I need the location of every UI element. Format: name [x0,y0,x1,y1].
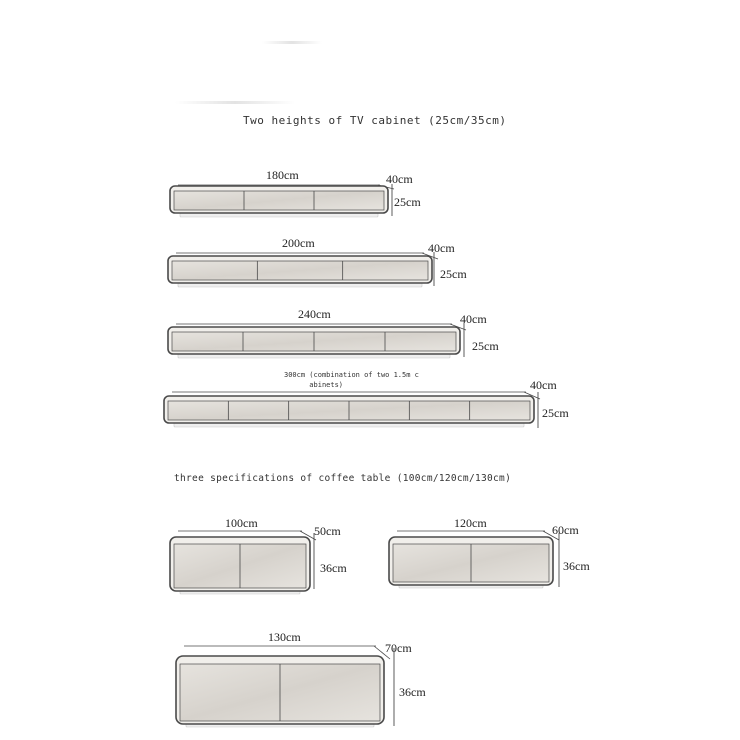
ct3-depth-label: 70cm [385,641,412,655]
ct2-length-label: 120cm [454,516,487,530]
tv4-length-value: 300cm [284,371,306,379]
tv2-height-label: 25cm [440,267,467,281]
coffee-table-100 [168,527,320,595]
ct1-depth-label: 50cm [314,524,341,538]
tv-cabinet-title: Two heights of TV cabinet (25cm/35cm) [243,114,507,127]
tv1-length-label: 180cm [266,168,299,182]
tv-cabinet-300 [162,384,547,434]
ct1-length-label: 100cm [225,516,258,530]
coffee-table-130 [174,640,400,730]
tv4-length-note: (combination of two 1.5m c abinets) [309,371,419,389]
tv-cabinet-240 [166,317,476,363]
tv2-length-label: 200cm [282,236,315,250]
tv-cabinet-200-front-panel [172,261,428,280]
tv-cabinet-180-front-panel [174,191,384,210]
top-smudge-2 [175,101,295,104]
coffee-table-title: three specifications of coffee table (100cm/120cm/130cm) [174,473,512,484]
tv3-height-label: 25cm [472,339,499,353]
tv1-depth-label: 40cm [386,172,413,186]
tv4-height-label: 25cm [542,406,569,420]
tv4-depth-label: 40cm [530,378,557,392]
top-smudge [262,41,322,44]
tv3-length-label: 240cm [298,307,331,321]
tv3-depth-label: 40cm [460,312,487,326]
coffee-table-120 [387,527,565,591]
tv2-depth-label: 40cm [428,241,455,255]
ct3-length-label: 130cm [268,630,301,644]
tv1-height-label: 25cm [394,195,421,209]
ct1-height-label: 36cm [320,561,347,575]
tv-cabinet-180 [168,178,398,222]
ct2-depth-label: 60cm [552,523,579,537]
ct2-height-label: 36cm [563,559,590,573]
ct3-height-label: 36cm [399,685,426,699]
tv-cabinet-200 [166,246,446,292]
